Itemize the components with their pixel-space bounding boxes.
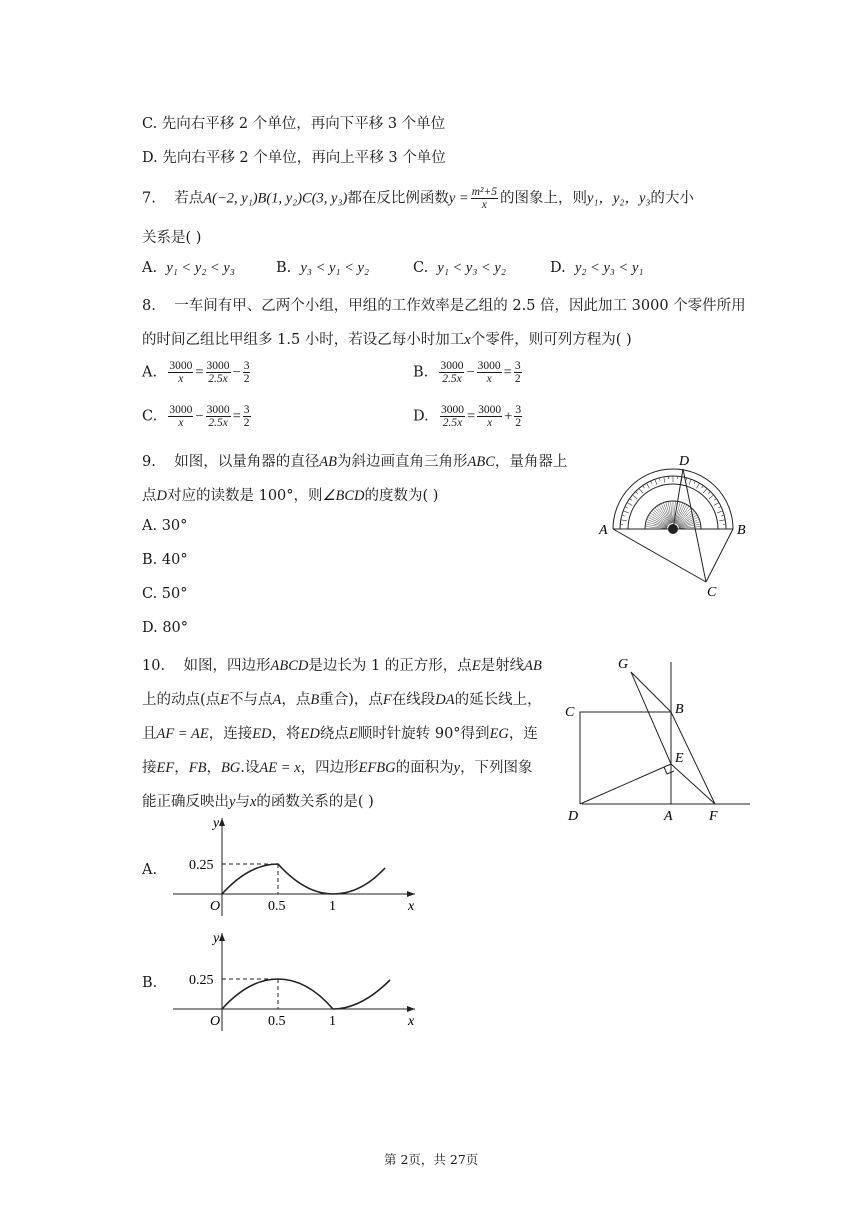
q10-t2k: 的延长线上，: [454, 692, 542, 708]
graph-a-origin: O: [210, 899, 221, 914]
q8c-frac2: [206, 404, 231, 429]
graph-a-x-tick-05: 0.5: [268, 899, 286, 914]
graph-b-y-label: y: [213, 931, 220, 946]
q9-text-2c: 的度数为( ): [364, 488, 439, 504]
protractor-tick: [623, 511, 629, 513]
q9-stem-line2: [142, 484, 438, 505]
q7-func-lhs: y =: [448, 190, 469, 207]
q8d-op2: +: [504, 408, 513, 425]
q10-t1e: 是射线: [480, 658, 525, 674]
q7-option-b: y₃ < y₁ < y₂: [300, 260, 369, 276]
graph-a-curve: [222, 864, 385, 894]
q10-t3g: 绕点: [319, 726, 349, 742]
protractor-tick: [636, 492, 638, 494]
q7-points: A(−2, y₁)B(1, y₂)C(3, y₃): [203, 190, 348, 207]
graph-b-x-label: x: [408, 1014, 415, 1029]
q7-option-d-label: D.: [550, 260, 566, 276]
q10-t4i: ，四边形: [300, 760, 359, 776]
q9-label-a: A: [599, 523, 608, 538]
q8-text-1: 一车间有甲、乙两个小组，甲组的工作效率是乙组的 2.5 倍，因此加工 3000 个零件所用: [174, 298, 746, 314]
square-sides-bc-cd: [580, 712, 671, 804]
q7-stem: [142, 186, 694, 211]
q10-t4f: BG: [220, 760, 241, 776]
q10-t2f: B: [310, 692, 320, 708]
q8b-f2-den: x: [486, 373, 492, 385]
q10-t3e: ，将: [271, 726, 301, 742]
q10-t2a: 上的动点(点: [142, 692, 221, 708]
q9-text-1b: 为斜边画直角三角形: [337, 454, 468, 470]
q7-text-a: 若点: [174, 190, 204, 207]
q8d-f3-den: 2: [515, 417, 522, 429]
q8a-frac1: [168, 360, 193, 385]
q9-option-a: A. 30°: [142, 518, 188, 534]
q8b-op1: −: [466, 364, 475, 381]
protractor-tick: [627, 503, 632, 506]
q10-t1d: E: [471, 658, 481, 674]
q9-number: 9.: [142, 454, 156, 470]
q10-t1f: AB: [524, 658, 542, 674]
q8-option-a: [142, 360, 252, 385]
q8-option-b: [413, 360, 524, 385]
graph-b-origin: O: [210, 1014, 221, 1029]
q10-stem-line1: [142, 654, 542, 675]
q10-stem-line5: [142, 790, 374, 811]
q8b-frac2: [477, 360, 502, 385]
protractor-tick: [714, 503, 719, 506]
q8-stem-line2: [142, 328, 632, 349]
q8c-f3-den: 2: [243, 417, 250, 429]
q8-option-c: [142, 404, 253, 429]
q10-option-b-label: B.: [142, 975, 158, 991]
protractor-tick: [621, 520, 627, 521]
q8d-frac3: [514, 404, 522, 429]
q10-stem-line4: [142, 756, 533, 777]
q9-abc: ABC: [467, 454, 495, 470]
q7-func-denominator: x: [481, 199, 487, 211]
q8d-op1: =: [466, 408, 476, 425]
q10-t1b: ABCD: [270, 658, 309, 674]
q10-t2j: DA: [435, 692, 455, 708]
q7-text-b: 都在反比例函数: [347, 190, 449, 207]
q10-t5c: 与: [235, 794, 250, 810]
protractor-center: [668, 524, 678, 534]
protractor-tick: [630, 499, 632, 501]
q10-t4c: ，: [174, 760, 189, 776]
protractor-tick: [651, 481, 652, 484]
protractor-tick: [632, 495, 637, 499]
q10-graph-a: [165, 812, 425, 922]
q8a-f3-den: 2: [243, 373, 250, 385]
q10-option-a-label: A.: [142, 862, 158, 878]
q7-text-d: 的大小: [650, 190, 694, 207]
protractor-tick: [718, 507, 721, 508]
q8-var-x: x: [464, 332, 471, 348]
q9-label-d: D: [679, 454, 690, 469]
graph-b-x-tick-1: 1: [329, 1014, 336, 1029]
q7-option-c-wrap: [413, 260, 506, 277]
q10-t2i: 在线段: [391, 692, 436, 708]
q10-t3i: 顺时针旋转 90°得到: [357, 726, 490, 742]
graph-a-y-tick: 0.25: [189, 858, 214, 873]
q8-text-2b: 个零件，则可列方程为( ): [470, 332, 632, 348]
q8b-f2-num: 3000: [477, 360, 501, 372]
protractor-tick: [659, 478, 660, 481]
protractor-tick: [622, 515, 625, 516]
q10-t2d: A: [272, 692, 282, 708]
q9-d: D: [156, 488, 167, 504]
q9-text-1c: ，量角器上: [494, 454, 568, 470]
q10-t2c: 不与点: [229, 692, 273, 708]
q8a-f1-den: x: [178, 373, 184, 385]
q10-t3k: ，连: [508, 726, 538, 742]
q8a-f3-num: 3: [243, 360, 250, 372]
q7-vars: y₁，y₂，y₃: [586, 190, 651, 207]
graph-a-y-label: y: [213, 816, 220, 831]
q7-number: 7.: [142, 190, 156, 207]
protractor-tick: [717, 511, 723, 513]
q8c-f3-num: 3: [243, 404, 250, 416]
protractor-tick: [689, 479, 691, 485]
q8a-frac2: [206, 360, 231, 385]
q10-t5b: y: [229, 794, 236, 810]
protractor-tick: [714, 499, 716, 501]
graph-b-arrows: [219, 933, 415, 1012]
q10-label-e: E: [675, 751, 684, 766]
q8c-frac3: [243, 404, 251, 429]
q8b-frac3: [514, 360, 522, 385]
q10-label-a: A: [664, 809, 673, 824]
q8c-op1: −: [195, 408, 204, 425]
right-angle-mark: [664, 767, 674, 774]
q10-t5e: 的函数关系的是( ): [256, 794, 374, 810]
q7-func-numerator: m²+5: [471, 186, 497, 198]
q8a-f2-den: 2.5x: [208, 373, 228, 385]
q8-stem-line1: [142, 294, 746, 315]
q10-t5d: x: [249, 794, 257, 810]
q8c-f1-den: x: [178, 417, 184, 429]
segment-ef: [671, 764, 715, 804]
q9-option-c: C. 50°: [142, 586, 188, 602]
q8-option-b-label: B.: [413, 364, 429, 381]
protractor-tick: [647, 483, 650, 488]
q9-option-d: D. 80°: [142, 620, 189, 636]
q8a-f2-num: 3000: [206, 360, 230, 372]
q10-t2g: 重合)，点: [319, 692, 383, 708]
q9-angle: ∠BCD: [322, 488, 365, 504]
q10-graph-b: [165, 925, 425, 1035]
q8b-f1-den: 2.5x: [442, 373, 462, 385]
q7-option-b-label: B.: [276, 260, 292, 276]
q10-number: 10.: [142, 658, 166, 674]
q8a-frac3: [243, 360, 251, 385]
protractor-tick: [625, 507, 628, 508]
q9-label-c: C: [707, 585, 717, 600]
q8c-frac1: [168, 404, 193, 429]
graph-a-x-label: x: [408, 899, 415, 914]
q10-t2h: F: [382, 692, 392, 708]
q6-option-d: D. 先向右平移 2 个单位，再向上平移 3 个单位: [142, 150, 446, 166]
q8d-f2-den: x: [487, 417, 493, 429]
protractor-tick: [664, 477, 665, 483]
q10-t4g: .设: [240, 760, 260, 776]
q7-option-c-label: C.: [413, 260, 429, 276]
q8a-f1-num: 3000: [169, 360, 193, 372]
q10-t4l: y: [453, 760, 461, 776]
q10-t3d: ED: [252, 726, 272, 742]
protractor-tick: [719, 520, 725, 521]
q10-t4b: EF: [156, 760, 175, 776]
q7-stem-line2: 关系是( ): [142, 230, 202, 246]
graph-b-curve: [222, 979, 390, 1009]
q10-t2b: E: [220, 692, 230, 708]
q8a-op2: −: [232, 364, 241, 381]
q8b-f3-den: 2: [514, 373, 521, 385]
q9-text-1a: 如图，以量角器的直径: [174, 454, 320, 470]
protractor-tick: [702, 486, 704, 488]
protractor-tick: [655, 479, 657, 485]
q10-t3j: EG: [489, 726, 509, 742]
q10-t4d: FB: [188, 760, 207, 776]
q10-stem-line3: [142, 722, 538, 743]
graph-b-y-tick: 0.25: [189, 973, 214, 988]
protractor-tick: [639, 488, 643, 493]
q10-t3b: AF = AE: [156, 726, 209, 742]
q7-option-a: y₁ < y₂ < y₃: [166, 260, 235, 276]
q8b-frac1: [439, 360, 464, 385]
q8-option-d: [413, 404, 524, 429]
q8d-f1-den: 2.5x: [442, 417, 463, 429]
q8-number: 8.: [142, 298, 156, 314]
q8-text-2a: 的时间乙组比甲组多 1.5 小时，若设乙每小时加工: [142, 332, 465, 348]
q8c-f2-den: 2.5x: [208, 417, 228, 429]
q7-option-c: y₁ < y₃ < y₂: [437, 260, 506, 276]
page-footer: 第 2页，共 27页: [384, 1152, 479, 1167]
q7-func-fraction: [471, 186, 498, 211]
q10-t4a: 接: [142, 760, 157, 776]
graph-a-arrows: [219, 818, 415, 897]
q8d-f1-num: 3000: [440, 404, 464, 416]
graph-b-x-tick-05: 0.5: [268, 1014, 286, 1029]
q10-t3a: 且: [142, 726, 157, 742]
q8d-frac2: [477, 404, 502, 429]
protractor-tick: [703, 488, 707, 493]
q8c-f2-num: 3000: [206, 404, 230, 416]
q8b-op2: =: [503, 364, 512, 381]
segment-bg: [631, 672, 671, 712]
q8-option-a-label: A.: [142, 364, 158, 381]
q10-t5a: 能正确反映出: [142, 794, 229, 810]
q8c-op2: =: [232, 408, 241, 425]
q10-label-g: G: [618, 657, 629, 672]
q9-text-2b: 对应的读数是 100°，则: [166, 488, 323, 504]
q8c-f1-num: 3000: [169, 404, 193, 416]
q10-t4e: ，: [206, 760, 221, 776]
q8b-f3-num: 3: [514, 360, 521, 372]
q8b-f1-num: 3000: [440, 360, 464, 372]
q10-label-c: C: [565, 705, 575, 720]
q10-t4j: EFBG: [358, 760, 396, 776]
q9-option-b: B. 40°: [142, 552, 188, 568]
q10-t4h: AE = x: [259, 760, 301, 776]
q8a-op1: =: [195, 364, 204, 381]
protractor-tick: [694, 481, 695, 484]
q10-t3f: ED: [300, 726, 320, 742]
q8d-frac1: [440, 404, 465, 429]
q8d-f3-num: 3: [515, 404, 522, 416]
q10-label-b: B: [675, 702, 684, 717]
q10-label-d: D: [568, 809, 579, 824]
segment-de: [580, 764, 671, 804]
side-ac: [613, 529, 706, 582]
q10-t2e: ，点: [281, 692, 311, 708]
q9-ab: AB: [319, 454, 337, 470]
q9-protractor-figure: [590, 446, 760, 602]
q10-square-figure: [560, 652, 756, 828]
q7-text-c: 的图象上，则: [499, 190, 587, 207]
q10-stem-line2: [142, 688, 542, 709]
q7-options: [142, 260, 235, 277]
q7-option-d-wrap: [550, 260, 643, 277]
q6-option-c: C. 先向右平移 2 个单位，再向下平移 3 个单位: [142, 116, 446, 132]
protractor-tick: [709, 495, 714, 499]
q10-t1c: 是边长为 1 的正方形，点: [308, 658, 472, 674]
q9-text-2a: 点: [142, 488, 157, 504]
q9-stem-line1: [142, 450, 567, 471]
graph-a-x-tick-1: 1: [329, 899, 336, 914]
q10-t1a: 如图，四边形: [183, 658, 271, 674]
protractor-tick: [708, 492, 710, 494]
q10-t4k: 的面积为: [395, 760, 454, 776]
q7-option-a-label: A.: [142, 260, 158, 276]
q8d-f2-num: 3000: [478, 404, 502, 416]
protractor-tick: [643, 486, 645, 488]
side-bc: [706, 529, 733, 582]
protractor-tick: [686, 478, 687, 481]
q10-t3h: E: [348, 726, 358, 742]
q9-label-b: B: [737, 523, 746, 538]
protractor-tick: [721, 515, 724, 516]
q8-option-c-label: C.: [142, 408, 158, 425]
q10-t4m: ，下列图象: [460, 760, 533, 776]
q10-label-f: F: [709, 809, 718, 824]
q8-option-d-label: D.: [413, 408, 429, 425]
protractor-tick: [697, 483, 700, 488]
q7-option-b-wrap: [276, 260, 369, 277]
q10-t3c: ，连接: [208, 726, 253, 742]
segment-eg: [631, 672, 671, 764]
q7-option-d: y₂ < y₃ < y₁: [574, 260, 644, 276]
